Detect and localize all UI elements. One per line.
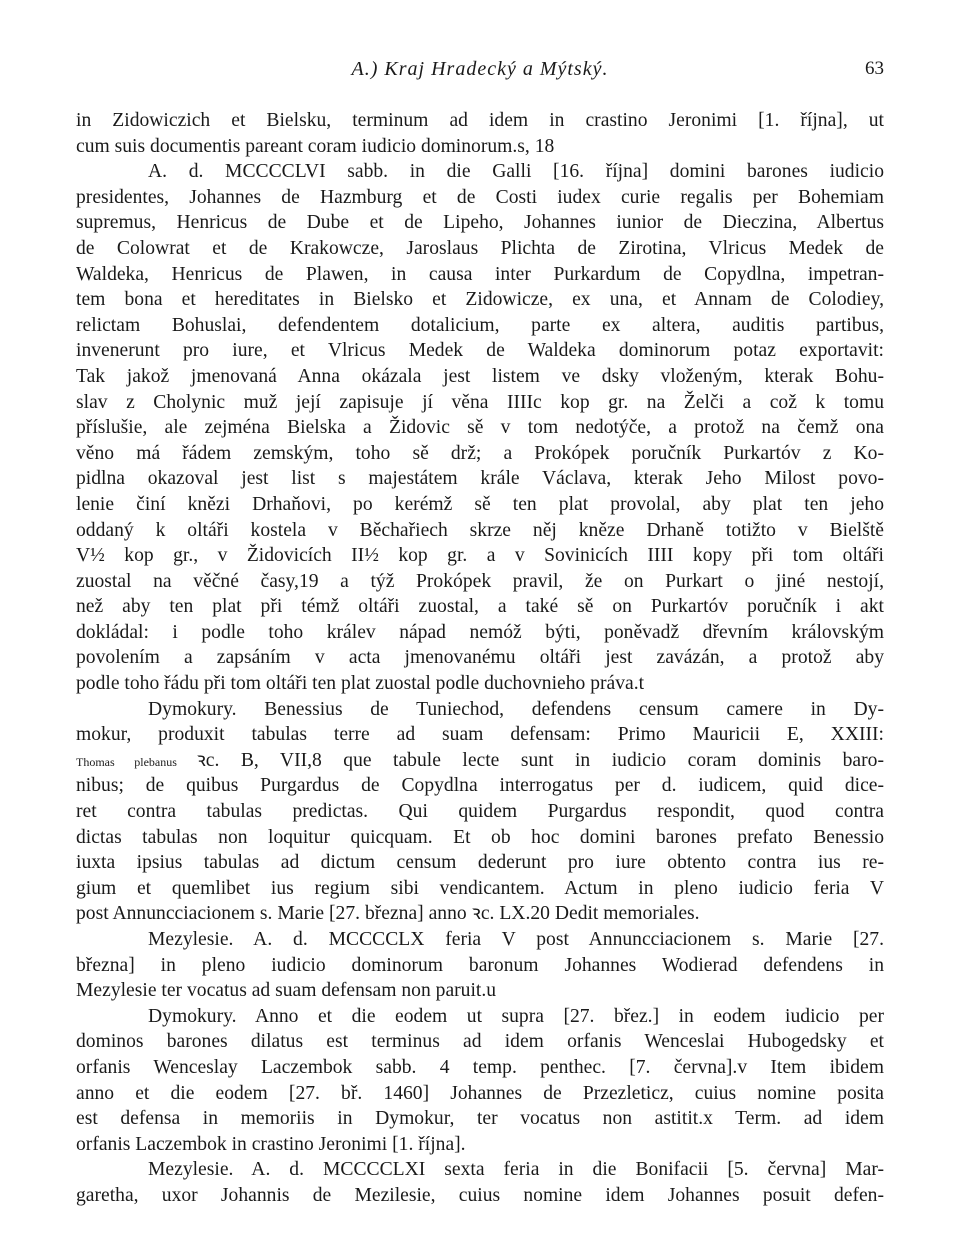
line-text: povolením a zapsáním v acta jmenovanému oltáři jest zavázán, a protož aby [76, 647, 884, 669]
margin-note: Thomas plebanus [76, 754, 197, 769]
text-line [76, 415, 884, 441]
line-text: zuostal na věčné časy,19 a týž Prokópek pravil, že on Purkart o jiné nestojí, [76, 570, 884, 592]
text-line [76, 978, 884, 1004]
line-text: est defensa in memoriis in Dymokur, ter vocatus non astitit.x Term. ad idem [76, 1108, 884, 1130]
line-text: tem bona et hereditates in Bielsko et Zidowicze, ex una, et Annam de Colodiey, [76, 289, 884, 311]
text-line [76, 313, 884, 339]
text-line [76, 876, 884, 902]
text-line [76, 492, 884, 518]
text-line [76, 287, 884, 313]
line-text: nibus; de quibus Purgardus de Copydlna interrogatus per d. iudicem, quid dice- [76, 775, 884, 797]
line-text: in Zidowiczich et Bielsku, terminum ad idem in crastino Jeronimi [1. října], ut [76, 110, 884, 131]
line-text: dominos barones dilatus est terminus ad idem orfanis Wenceslai Hubogedsky et [76, 1031, 884, 1053]
line-text: orfanis Laczembok in crastino Jeronimi [1. října]. [76, 1133, 466, 1155]
text-line [76, 927, 884, 953]
text-line [76, 185, 884, 211]
text-line [76, 722, 884, 748]
text-line [76, 159, 884, 185]
line-text: orfanis Wenceslay Laczembok sabb. 4 temp. penthec. [7. června].v Item ibidem [76, 1056, 884, 1078]
text-line [76, 799, 884, 825]
text-line [76, 1029, 884, 1055]
text-line [76, 1132, 884, 1158]
text-line [76, 108, 884, 134]
text-line [76, 441, 884, 467]
text-line [76, 543, 884, 569]
text-line [76, 773, 884, 799]
page-header [76, 58, 884, 88]
text-line [76, 1183, 884, 1209]
line-text: dokládal: i podle toho králev nápad nemóž býti, poněvadž dřevním královským [76, 621, 884, 643]
line-text: Dymokury. Benessius de Tuniechod, defendens censum camere in Dy- [148, 698, 884, 720]
text-line [76, 364, 884, 390]
line-text: podle toho řádu při tom oltáři ten plat zuostal podle duchovnieho práva.t [76, 673, 645, 695]
text-line [76, 697, 884, 723]
text-line [76, 620, 884, 646]
line-text: mokur, produxit tabulas terre ad suam defensam: Primo Mauricii E, XXIII: [76, 724, 884, 746]
line-text: invenerunt pro iure, et Vlricus Medek de Waldeka dominorum potaz exportavit: [76, 340, 884, 362]
line-text: oddaný k oltáři kostela v Běchařiech skrze něj kněze Drhaně totižto v Bielště [76, 519, 884, 541]
line-text: slav z Cholynic muž její zapisuje jí věna IIIIc kop gr. na Želči a což k tomu [76, 391, 884, 413]
line-text: lenie činí knězi Drhaňovi, po kerémž sě ten plat provolal, aby plat ten jeho [76, 493, 884, 515]
page-number: 63 [865, 58, 884, 79]
text-line [76, 671, 884, 697]
text-line [76, 236, 884, 262]
line-text: Dymokury. Anno et die eodem ut supra [27. břez.] in eodem iudicio per [148, 1005, 884, 1027]
line-text: Mezylesie. A. d. MCCCCLXI sexta feria in die Bonifacii [5. června] Mar- [148, 1159, 884, 1181]
line-text: ret contra tabulas predictas. Qui quidem Purgardus respondit, quod contra [76, 801, 884, 823]
line-text: Waldeka, Henricus de Plawen, in causa inter Purkardum de Copydlna, impetran- [76, 263, 884, 285]
text-line [76, 518, 884, 544]
text-line [76, 390, 884, 416]
text-line [76, 1081, 884, 1107]
line-text: relictam Bohuslai, defendentem dotalicium, parte ex altera, auditis partibus, [76, 314, 884, 336]
line-text: presidentes, Johannes de Hazmburg et de Costi iudex curie regalis per Bohemiam [76, 186, 884, 208]
body-text [76, 108, 884, 1209]
text-line [76, 1055, 884, 1081]
line-text: dictas tabulas non loquitur quicquam. Et ob hoc domini barones prefato Benessio [76, 826, 884, 848]
text-line [76, 825, 884, 851]
line-text: post Annuncciacionem s. Marie [27. března] anno ꝛc. LX.20 Dedit memoriales. [76, 903, 700, 925]
text-line [76, 338, 884, 364]
line-text: A. d. MCCCCLVI sabb. in die Galli [16. října] domini barones iudicio [148, 161, 884, 183]
line-text: věno má řádem zemským, toho sě drž; a Prokópek poručník Purkartóv z Ko- [76, 442, 884, 464]
line-text: de Colowrat et de Krakowcze, Jaroslaus Plichta de Zirotina, Vlricus Medek de [76, 237, 884, 259]
line-text: příslušie, ale zejména Bielska a Židovic sě v tom nedotýče, a protož na čemž ona [76, 417, 884, 439]
text-line [76, 594, 884, 620]
text-line [76, 466, 884, 492]
text-line [76, 1157, 884, 1183]
line-text: garetha, uxor Johannis de Mezilesie, cuius nomine idem Johannes posuit defen- [76, 1184, 884, 1206]
line-text: března] in pleno iudicio dominorum baronum Johannes Wodierad defendens in [76, 954, 884, 976]
running-title: A.) Kraj Hradecký a Mýtský. [351, 58, 609, 80]
text-line [76, 1106, 884, 1132]
text-line [76, 1004, 884, 1030]
line-text: cum suis documentis pareant coram iudicio dominorum.s, 18 [76, 135, 555, 157]
text-line [76, 262, 884, 288]
text-line [76, 850, 884, 876]
line-text: než aby ten plat při témž oltáři zuostal, a také sě on Purkartóv poručník i akt [76, 596, 884, 618]
text-line [76, 645, 884, 671]
text-line [76, 134, 884, 160]
line-text: pidlna okazoval jest list s majestátem krále Václava, kterak Jeho Milost povo- [76, 468, 884, 490]
text-line [76, 901, 884, 927]
line-text: V½ kop gr., v Židovicích II½ kop gr. a v Sovinicích IIII kopy při tom oltáři [76, 545, 884, 567]
line-text: iuxta ipsius tabulas ad dictum censum dederunt pro iure obtento contra ius re- [76, 852, 884, 874]
text-line [76, 569, 884, 595]
line-text: ꝛc. B, VII,8 que tabule lecte sunt in iudicio coram dominis baro- [196, 749, 884, 771]
line-text: Mezylesie. A. d. MCCCCLX feria V post Annuncciacionem s. Marie [27. [148, 929, 884, 950]
text-line [76, 210, 884, 236]
text-line [76, 953, 884, 979]
text-line [76, 748, 884, 774]
line-text: anno et die eodem [27. bř. 1460] Johannes de Przezleticz, cuius nomine posita [76, 1082, 884, 1104]
line-text: Mezylesie ter vocatus ad suam defensam non paruit.u [76, 980, 497, 1002]
line-text: supremus, Henricus de Dube et de Lipeho, Johannes iunior de Dieczina, Albertus [76, 212, 884, 234]
line-text: gium et quemlibet ius regium sibi vendicantem. Actum in pleno iudicio feria V [76, 877, 884, 899]
line-text: Tak jakož jmenovaná Anna okázala jest listem ve dsky vloženým, kterak Bohu- [76, 365, 884, 387]
